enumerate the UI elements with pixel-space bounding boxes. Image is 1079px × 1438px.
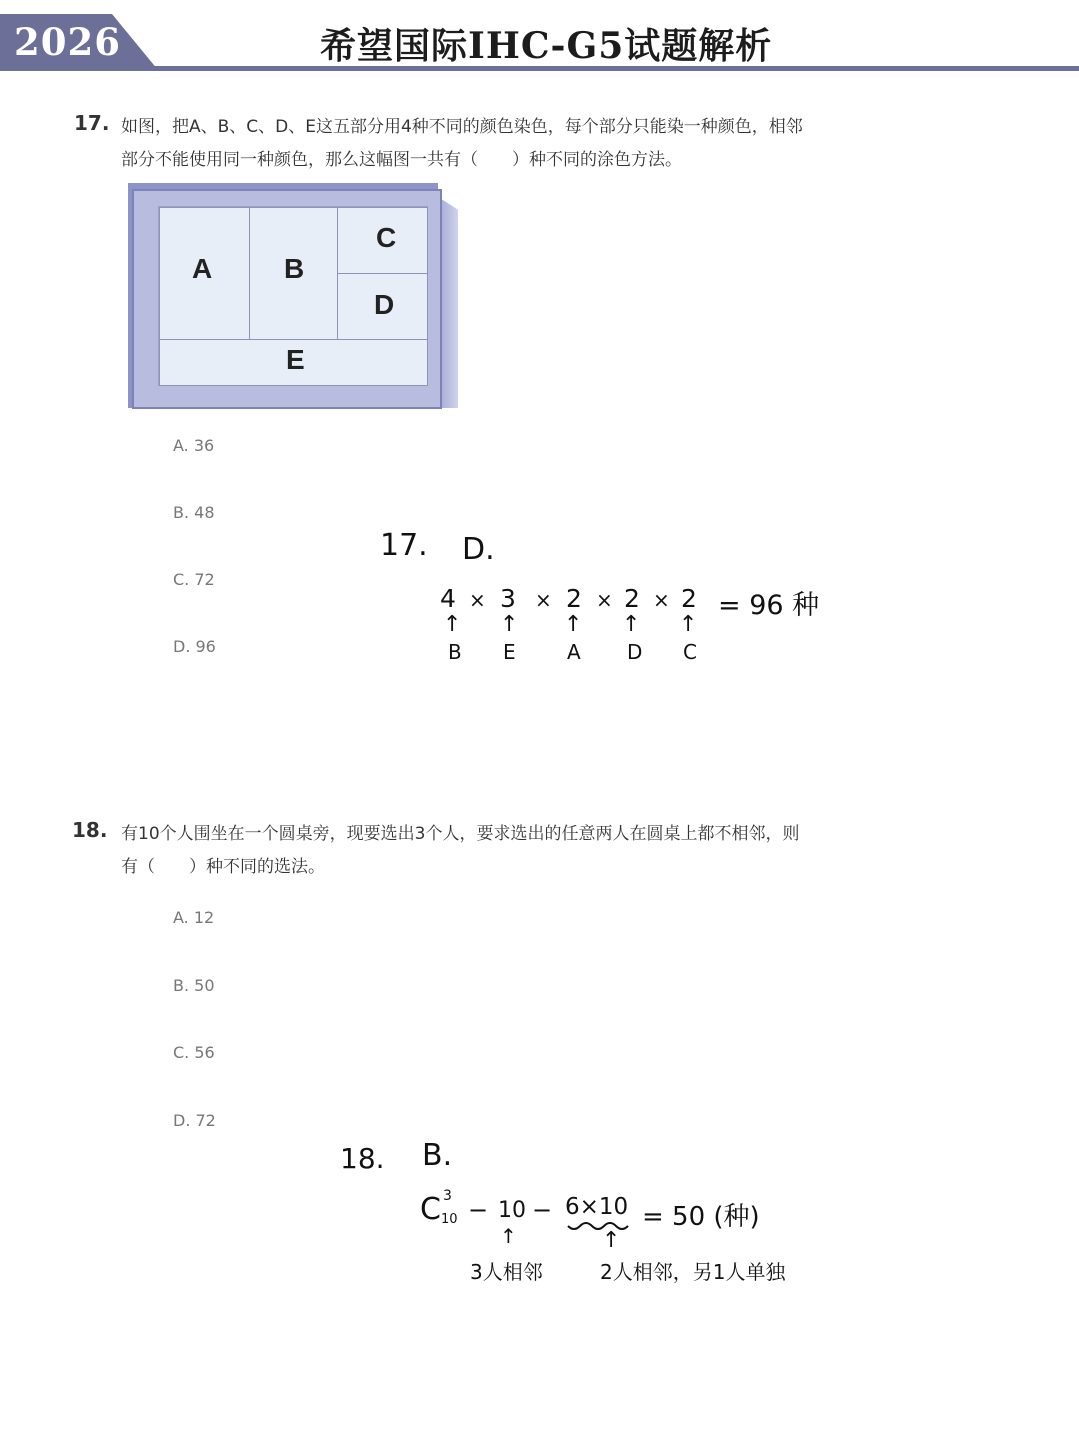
q18-option-c: C. 56 [173,1043,215,1062]
q17-result: = 96 种 [718,590,820,621]
q17-arrow-e: ↑ [500,612,519,637]
q17-arrow-c: ↑ [679,612,698,637]
q18-minus-2: − [532,1196,553,1224]
q18-term-product: 6×10 [565,1194,629,1220]
q17-option-b: B. 48 [173,503,215,522]
q17-term-3: 3 [500,584,516,613]
q18-minus-1: − [468,1196,489,1224]
q17-part-b: B [448,640,462,664]
q18-arrow-1: ↑ [500,1224,517,1248]
q18-combination-sup: 3 [443,1188,452,1204]
q17-arrow-b: ↑ [443,612,462,637]
q17-option-d: D. 96 [173,637,216,656]
q18-handwritten-number: 18. [340,1142,385,1175]
q18-combination-c: C [420,1192,441,1227]
q18-term-10: 10 [498,1198,526,1223]
region-a-label: A [192,253,213,284]
region-b-label: B [284,253,305,284]
q17-term-4: 4 [440,584,456,613]
q17-times-4: × [653,588,670,612]
q18-option-b: B. 50 [173,976,215,995]
q17-part-c: C [683,640,697,664]
question-17-figure [128,183,458,408]
region-e [159,339,428,386]
q18-note-adjacent-three: 3人相邻 [470,1260,543,1284]
q17-term-2a: 2 [566,584,582,613]
question-17-number: 17. [74,111,110,135]
region-c [337,207,428,274]
q17-term-2b: 2 [624,584,640,613]
q17-times-3: × [596,588,613,612]
q17-arrow-a: ↑ [564,612,583,637]
q17-handwritten-answer: D. [462,532,495,567]
q17-part-e: E [503,640,516,664]
q17-times-1: × [469,588,486,612]
q17-option-c: C. 72 [173,570,215,589]
q17-part-a: A [567,640,581,664]
q18-combination-sub: 10 [441,1212,458,1227]
q18-result: = 50 (种) [642,1202,760,1232]
question-18-number: 18. [72,818,108,842]
figure-board [158,206,428,386]
q17-part-d: D [627,640,643,664]
question-18-text-line1: 有10个人围坐在一个圆桌旁，现要选出3个人，要求选出的任意两人在圆桌上都不相邻，则 [121,824,800,844]
q18-note-adjacent-two: 2人相邻，另1人单独 [600,1260,786,1284]
q17-arrow-d: ↑ [622,612,641,637]
q18-arrow-2: ↑ [602,1228,621,1253]
question-18-text-line2: 有（ ）种不同的选法。 [121,857,325,877]
q18-option-a: A. 12 [173,908,215,927]
q17-option-a: A. 36 [173,436,215,455]
region-a [159,207,250,340]
q18-handwritten-answer: B. [422,1138,453,1173]
question-17-text-line2: 部分不能使用同一种颜色，那么这幅图一共有（ ）种不同的涂色方法。 [121,150,682,170]
region-c-label: C [376,222,397,253]
q17-times-2: × [535,588,552,612]
region-e-label: E [286,344,305,375]
header-year: 2026 [14,20,121,64]
q17-handwritten-number: 17. [380,528,428,563]
region-b [249,207,338,340]
page-header [0,0,1079,72]
q17-term-2c: 2 [681,584,697,613]
region-d-label: D [374,289,395,320]
page-title: 希望国际IHC-G5试题解析 [320,25,773,67]
q18-option-d: D. 72 [173,1111,216,1130]
question-17-text-line1: 如图，把A、B、C、D、E这五部分用4种不同的颜色染色，每个部分只能染一种颜色，相邻 [121,117,803,137]
region-d [337,273,428,340]
